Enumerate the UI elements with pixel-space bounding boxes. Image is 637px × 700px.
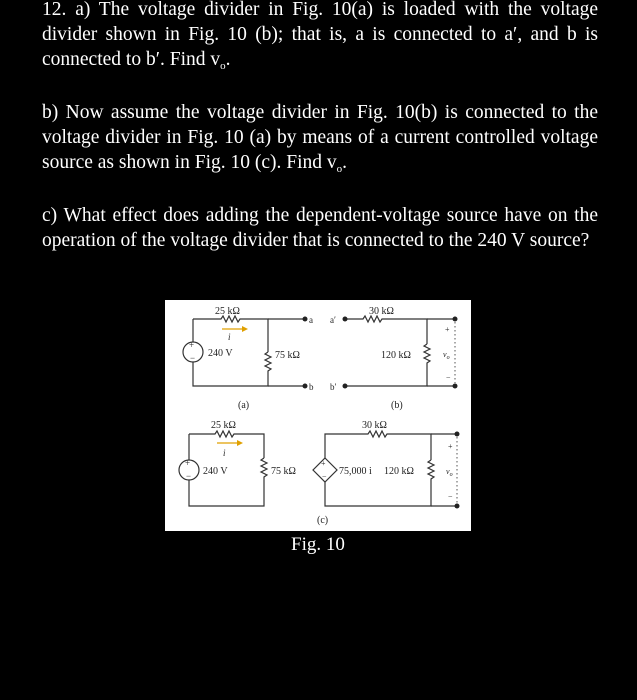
source-minus-a: − <box>190 353 196 363</box>
source-minus-c: − <box>186 471 192 481</box>
vo-label-b: $v_o$ <box>443 350 450 361</box>
resistor-75k-c <box>261 458 267 482</box>
dep-source-minus: − <box>322 472 327 481</box>
label-25k-c: 25 kΩ <box>211 420 236 431</box>
vo-plus-c: + <box>448 442 453 451</box>
wire-c-top-left <box>189 431 264 458</box>
current-arrowhead-c <box>237 440 243 446</box>
label-current-c: i <box>223 448 226 458</box>
label-120k-c: 120 kΩ <box>384 466 414 477</box>
label-node-a: a <box>309 315 313 325</box>
terminal-a-prime <box>343 317 348 322</box>
label-240v-a: 240 V <box>208 348 233 359</box>
question-part-b-text: b) Now assume the voltage divider in Fig. 10(b) is connected to the voltage divider in Fig. 10 (a) by means of a current controlled voltage source as shown in Fig. 10 (c). Find v <box>42 102 598 173</box>
source-plus-c: + <box>185 458 191 468</box>
period: . <box>225 49 231 70</box>
terminal-vo-bottom-b <box>453 384 458 389</box>
label-30k-c: 30 kΩ <box>362 420 387 431</box>
terminal-vo-top-c <box>455 432 460 437</box>
figure-caption: Fig. 10 <box>291 534 345 555</box>
wire-c-bottom-right <box>325 482 431 506</box>
question-part-c: c) What effect does adding the dependent-voltage source have on the operation of the voltage divider that is connected to the 240 V source? <box>42 205 598 251</box>
label-node-b-prime: b′ <box>330 382 337 392</box>
label-sub-b: (b) <box>391 400 403 411</box>
resistor-120k-c <box>428 460 434 486</box>
vo-minus-c: − <box>448 492 453 501</box>
question-part-a-text: 12. a) The voltage divider in Fig. 10(a) is loaded with the voltage divider shown in Fig. 10 (b); that is, a is connected to a′, and b is connected to b′. Find v <box>42 0 598 70</box>
terminal-a <box>303 317 308 322</box>
terminal-b-prime <box>343 384 348 389</box>
resistor-75k-a <box>265 352 271 373</box>
period: . <box>342 152 348 173</box>
label-node-a-prime: a′ <box>330 315 336 325</box>
label-sub-c: (c) <box>317 515 329 526</box>
label-30k-b: 30 kΩ <box>369 306 394 317</box>
vo-minus-b: − <box>446 373 451 382</box>
circuit-figure <box>165 300 471 531</box>
current-arrowhead-a <box>242 326 248 332</box>
question-part-a <box>42 0 598 75</box>
label-dep-source: 75,000 i <box>339 466 372 477</box>
wire-b-top <box>345 316 427 344</box>
wire-c-top-right <box>325 431 431 460</box>
label-current-a: i <box>228 332 231 342</box>
dep-source-plus: + <box>321 459 326 468</box>
label-node-b: b <box>309 382 314 392</box>
circuit-diagram <box>165 300 471 531</box>
label-75k-c: 75 kΩ <box>271 466 296 477</box>
terminal-b <box>303 384 308 389</box>
terminal-vo-bottom-c <box>455 504 460 509</box>
label-25k-a: 25 kΩ <box>215 306 240 317</box>
label-240v-c: 240 V <box>203 466 228 477</box>
label-120k-b: 120 kΩ <box>381 350 411 361</box>
question-part-b <box>42 100 598 178</box>
vo-label-c: $v_o$ <box>446 467 453 478</box>
vo-subscript: o <box>220 60 226 72</box>
vo-plus-b: + <box>445 325 450 334</box>
source-plus-a: + <box>189 340 195 350</box>
label-sub-a: (a) <box>238 400 250 411</box>
vo-subscript: o <box>336 163 343 175</box>
label-75k-a: 75 kΩ <box>275 350 300 361</box>
terminal-vo-top-b <box>453 317 458 322</box>
